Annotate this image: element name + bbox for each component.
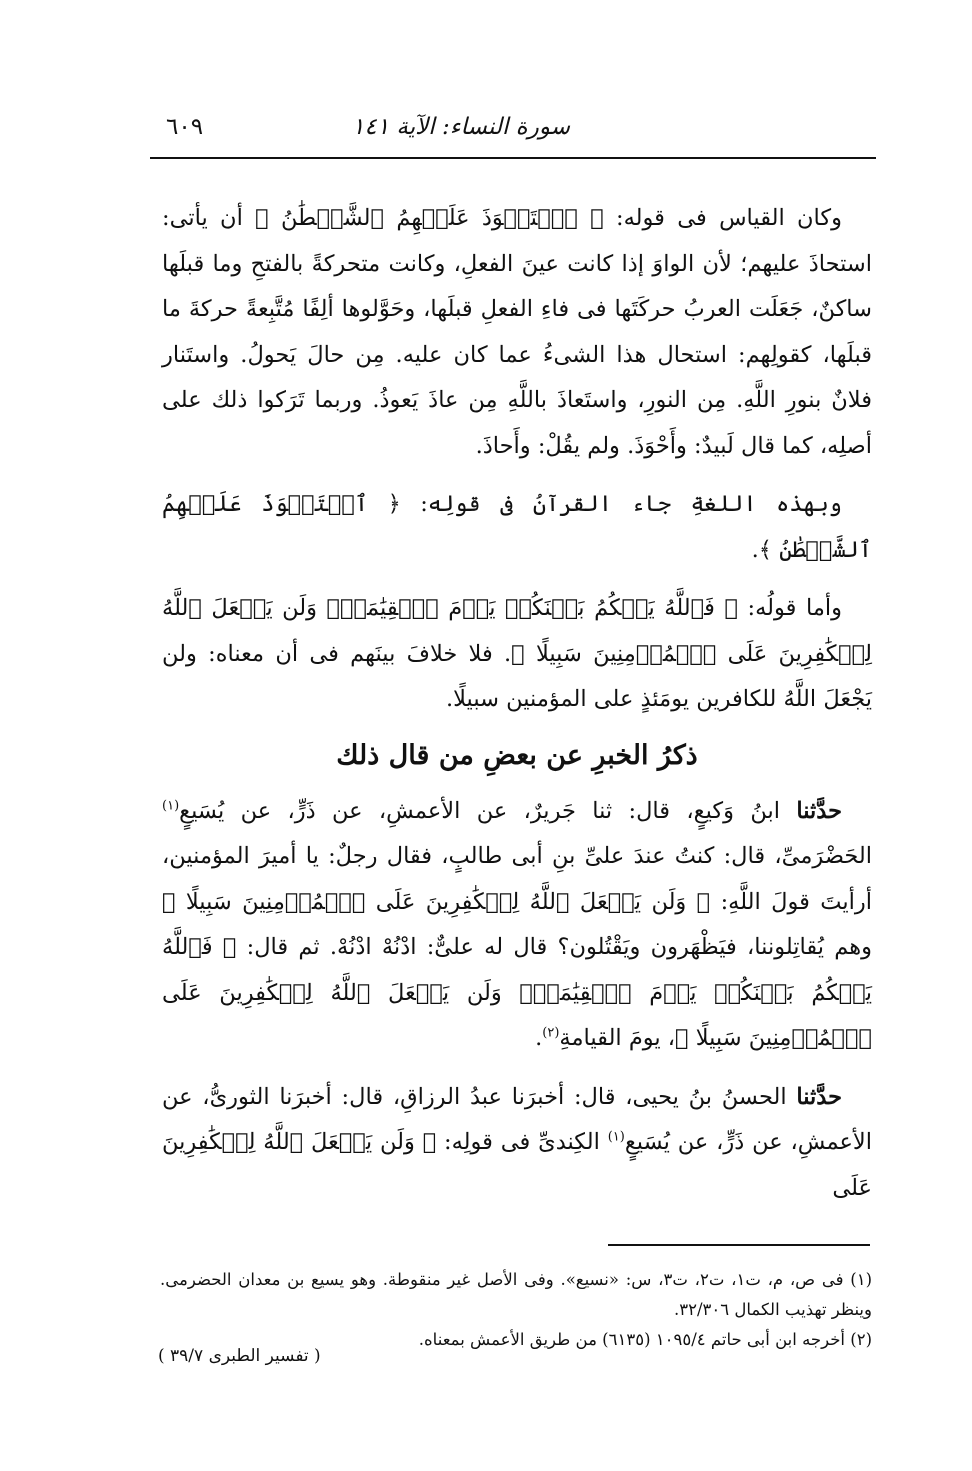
footnote-2: (٢) أخرجه ابن أبى حاتم ١٠٩٥/٤ (٦١٣٥) من طريق الأعمش بمعناه. [418, 1330, 872, 1349]
narration-lead: حدَّثنا [796, 1083, 842, 1110]
paragraph-narration-2 [162, 1075, 872, 1212]
footnotes [160, 1265, 872, 1355]
narration-text: الحسنُ بنُ يحيى، قال: أخبرَنا عبدُ الرزاقِ، قال: أخبرَنا الثورىُّ، عن الأعمشِ، عن ذَرٍّ، عن يُسَيعٍ [162, 1083, 872, 1155]
header-rule [150, 157, 876, 159]
page-number: ٦٠٩ [166, 114, 204, 140]
running-header [150, 108, 870, 152]
narration-text: ابنُ وَكيعٍ، قال: ثنا جَريرٌ، عن الأعمشِ، عن ذَرٍّ، عن يُسَيعٍ [179, 797, 797, 824]
footnote-rule [608, 1244, 870, 1246]
footnote-1: (١) فى ص، م، ت١، ت٢، ت٣، س: «نسيع». وفى الأصل غير منقوطة. وهو يسيع بن معدان الحضرمى. وينظر تهذيب الكمال ٣٢/٣٠٦. [160, 1270, 873, 1319]
narration-text: . [535, 1025, 543, 1051]
section-heading: ذكرُ الخبرِ عن بعضِ من قال ذلك [336, 739, 698, 771]
paragraph-analogy: وكان القياس فى قوله: ﴿ ٱسۡتَحۡوَذَ عَلَيۡهِمُ ٱلشَّيۡطَٰنُ ﴾ أن يأتى: استحاذَ عليهم؛ لأن الواوَ إذا كانت عينَ الفعلِ، وكانت متحركةً بالفتحِ وما قبلَها ساكنٌ، جَعَلَت العربُ حركَتَها فى فاءِ الفعلِ قبلَها، وحَوَّلوها ألِفًا مُتَّبِعةً حركةَ ما قبلَها، كقولِهم: استحال هذا الشىءُ عما كان عليه. مِن حالَ يَحولُ. واستَنار فلانٌ بنورِ اللَّهِ. مِن النورِ، واستَعاذَ باللَّهِ مِن عاذَ يَعوذُ. وربما تَرَكوا ذلك على أصلِه، كما قال لَبيدٌ: وأَحْوَذَ. ولم يقُلْ: وأَحاذَ. [162, 205, 872, 459]
footnote-ref: (٢) [542, 1025, 560, 1041]
source-reference: ( تفسير الطبرى ٣٩/٧ ) [158, 1346, 321, 1366]
narration-lead: حدَّثنا [796, 797, 842, 824]
footnote-ref: (١) [162, 798, 180, 813]
main-text [162, 196, 872, 1224]
running-title: سورة النساء: الآية ١٤١ [352, 114, 570, 140]
paragraph-narration-1 [162, 789, 872, 1062]
paragraph-quran-language: وبهذه اللغةِ جاء القرآنُ فى قولِه: ﴿ ٱسۡتَحۡوَذَ عَلَيۡهِمُ ٱلشَّيۡطَٰنُ ﴾. [162, 491, 872, 563]
paragraph-verse-meaning: وأما قولُه: ﴿ فَٱللَّهُ يَحۡكُمُ بَيۡنَكُمۡ يَوۡمَ ٱلۡقِيَٰمَةِۗ وَلَن يَجۡعَلَ ٱللَّهُ لِلۡكَٰفِرِينَ عَلَى ٱلۡمُؤۡمِنِينَ سَبِيلًا ﴾. فلا خلافَ بينَهم فى أن معناه: ولن يَجْعَلَ اللَّهُ للكافرين يومَئذٍ على المؤمنين سبيلًا. [162, 595, 872, 712]
narration-text: الحَضْرَمىِّ، قال: كنتُ عندَ علىِّ بنِ أبى طالبٍ، فقال رجلٌ: يا أميرَ المؤمنين، أرأيتَ قولَ اللَّهِ: ﴿ وَلَن يَجۡعَلَ ٱللَّهُ لِلۡكَٰفِرِينَ عَلَى ٱلۡمُؤۡمِنِينَ سَبِيلًا ﴾ وهم يُقاتِلوننا، فيَظْهَرون ويَقْتُلون؟ قال له علىٌّ: ادْنُهْ ادْنُهْ. ثم قال: ﴿ فَٱللَّهُ يَحۡكُمُ بَيۡنَكُمۡ يَوۡمَ ٱلۡقِيَٰمَةِۗ وَلَن يَجۡعَلَ ٱللَّهُ لِلۡكَٰفِرِينَ عَلَى ٱلۡمُؤۡمِنِينَ سَبِيلًا ﴾، يومَ القيامةِ [162, 843, 872, 1051]
footnote-ref: (١) [607, 1129, 625, 1145]
narration-text: الكِندىِّ فى قولِه: ﴿ وَلَن يَجۡعَلَ ٱللَّهُ لِلۡكَٰفِرِينَ عَلَى [162, 1129, 872, 1201]
